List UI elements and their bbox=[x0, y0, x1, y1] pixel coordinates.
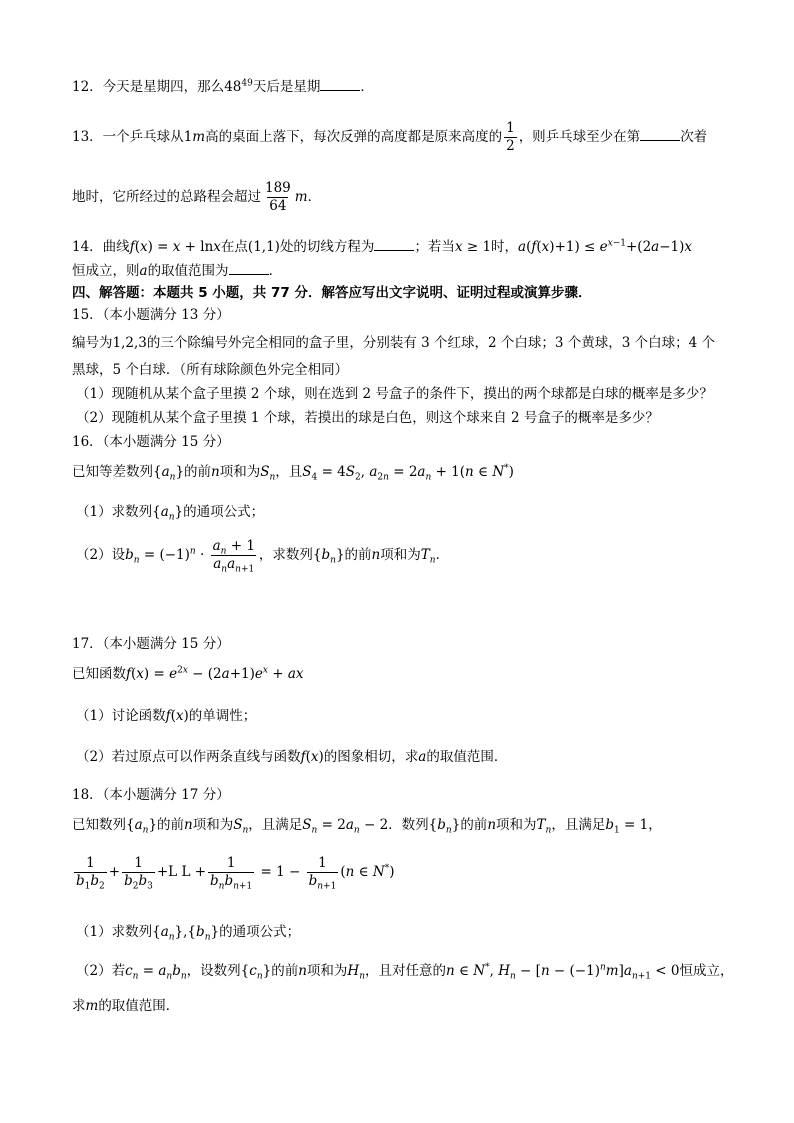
question-17-part-1: （1）讨论函数f(x)的单调性； bbox=[76, 708, 257, 724]
question-16-part-2: （2）设$b_n = (-1)^n$ · $\frac{a_n + 1}{a_na_{n+1}}$ ，求数列$\{b_n\}$的前n项和为$T_n$． bbox=[76, 538, 450, 575]
question-13: 13．一个乒乓球从1m高的桌面上落下，每次反弹的高度都是原来高度的 $\frac{1}{2}$ ，则乒乓球至少在第 次着 bbox=[72, 120, 708, 154]
question-17-part-2: （2）若过原点可以作两条直线与函数f(x)的图象相切，求a的取值范围． bbox=[76, 749, 508, 765]
question-15-text: 编号为1,2,3的三个除编号外完全相同的盒子里，分别装有 3 个红球，2 个白球；3 个黄球，3 个白球；4 个 bbox=[72, 335, 716, 351]
question-15-header: 15．（本小题满分 13 分） bbox=[72, 307, 230, 323]
question-16-text: 已知等差数列$\{a_n\}$的前n项和为$S_n$，且$S_4 = 4S_2$, $a_{2n} = 2a_n + 1(n$ ∈ N*) bbox=[72, 463, 514, 483]
question-14: 14．曲线f(x) = x + lnx在点(1,1)处的切线方程为 ；若当x ≥ 1时，$a(f(x)+1) \le e^{x-1}+(2a-1)x$ bbox=[72, 236, 692, 257]
section-title: 四、解答题：本题共 5 小题，共 77 分．解答应写出文字说明、证明过程或演算步骤． bbox=[72, 285, 592, 301]
question-13-line-2: 地时，它所经过的总路程会超过 $\frac{189}{64}$ m． bbox=[72, 180, 322, 214]
question-15-part-2: （2）现随机从某个盒子里摸 1 个球，若摸出的球是白色，则这个球来自 2 号盒子的概率是多少？ bbox=[76, 410, 659, 426]
formula-curve: f bbox=[129, 239, 135, 255]
q12-exp: 49 bbox=[241, 78, 253, 89]
question-18-part-2: （2）若$c_n = a_nb_n$，设数列$\{c_n\}$的前n项和为$H_n$，且对任意的n ∈ N*, $H_n - [n - (-1)^nm]a_{n+1} < 0$恒成立， bbox=[76, 962, 734, 982]
question-18-sum: $\frac{1}{b_1b_2}$ + $\frac{1}{b_2b_3}$ +L L + $\frac{1}{b_nb_{n+1}}$ = 1 − $\frac{1}{b_{n+1}}$ (n ∈ N*) bbox=[76, 855, 395, 892]
question-18-text: 已知数列$\{a_n\}$的前n项和为$S_n$，且满足$S_n = 2a_n - 2$．数列$\{b_n\}$的前n项和为$T_n$，且满足$b_1 = 1$， bbox=[72, 817, 662, 836]
question-18-header: 18．（本小题满分 17 分） bbox=[72, 787, 230, 803]
sum-ellipsis: +L L + bbox=[156, 864, 207, 880]
condition-x: x bbox=[454, 239, 463, 255]
fraction-bn: $\frac{a_n + 1}{a_na_{n+1}}$ bbox=[212, 538, 255, 575]
question-18-last-line: 求m的取值范围． bbox=[72, 998, 180, 1014]
inequality: a bbox=[518, 239, 527, 255]
question-16-part-1: （1）求数列$\{a_n\}$的通项公式； bbox=[76, 504, 265, 523]
question-16-header: 16．（本小题满分 15 分） bbox=[72, 434, 230, 450]
question-17-header: 17．（本小题满分 15 分） bbox=[72, 636, 230, 652]
answer-blank bbox=[229, 260, 269, 275]
question-15-part-1: （1）现随机从某个盒子里摸 2 个球，则在选到 2 号盒子的条件下，摸出的两个球都是白球的概率是多少？ bbox=[76, 386, 713, 402]
question-17-text: 已知函数$f(x) = e^{2x} - (2a+1)e^x$ + ax bbox=[72, 665, 304, 682]
question-12: 12．今天是星期四，那么$48^{49}$天后是星期 ． bbox=[72, 76, 374, 97]
answer-blank bbox=[320, 76, 360, 91]
fraction-189-64: $\frac{189}{64}$ bbox=[265, 180, 291, 214]
question-14-line-2: 恒成立，则a的取值范围为 ． bbox=[72, 260, 282, 281]
answer-blank bbox=[374, 236, 414, 251]
q12-base: 48 bbox=[224, 79, 242, 95]
fraction-half: $\frac{1}{2}$ bbox=[506, 120, 515, 154]
question-15-text-2: 黑球，5 个白球．（所有球除颜色外完全相同） bbox=[72, 362, 349, 378]
answer-blank bbox=[640, 126, 680, 141]
question-18-part-1: （1）求数列$\{a_n\},\{b_n\}$的通项公式； bbox=[76, 924, 301, 943]
